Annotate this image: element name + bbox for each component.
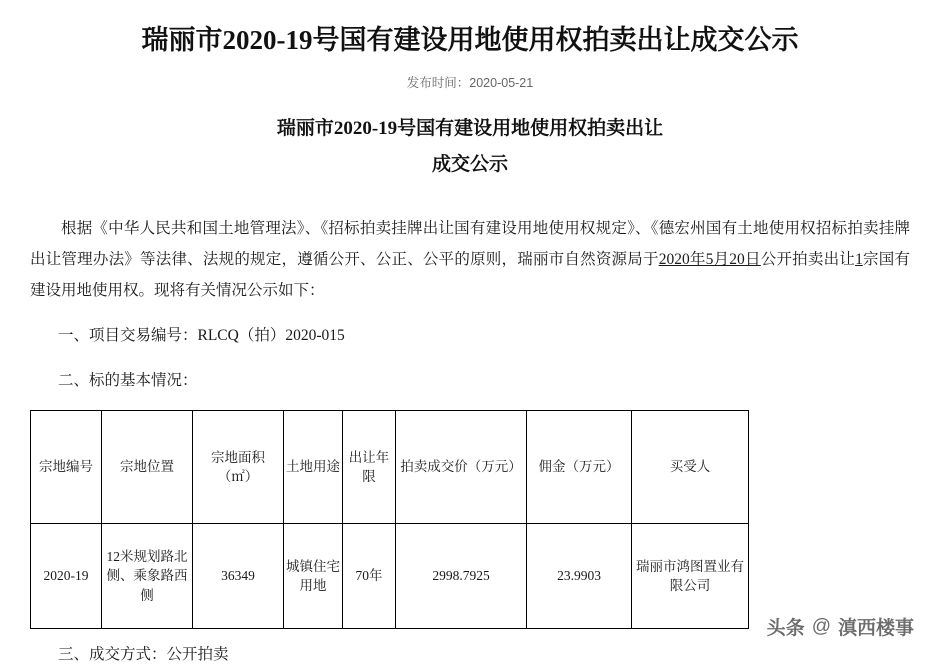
- header-location: 宗地位置: [102, 411, 193, 524]
- subtitle-line-1: 瑞丽市2020-19号国有建设用地使用权拍卖出让: [276, 118, 664, 139]
- header-buyer: 买受人: [632, 411, 749, 524]
- paragraph-part-3: 宗国有建设用地使用权。现将有关情况公示如下：: [30, 251, 910, 300]
- item-transaction-number: 一、项目交易编号：RLCQ（拍）2020-015: [58, 327, 345, 345]
- header-parcel-no: 宗地编号: [31, 411, 102, 524]
- paragraph-count: 1: [855, 251, 863, 269]
- publish-time: 发布时间：2020-05-21: [406, 76, 534, 90]
- cell-price: 2998.7925: [396, 524, 527, 629]
- page-title: 瑞丽市2020-19号国有建设用地使用权拍卖出让成交公示: [141, 25, 799, 55]
- land-parcel-table: [30, 410, 749, 629]
- watermark-brand: 头条: [766, 618, 805, 639]
- intro-paragraph: [24, 213, 916, 306]
- header-use: 土地用途: [284, 411, 343, 524]
- cell-use: 城镇住宅用地: [284, 524, 343, 629]
- cell-commission: 23.9903: [527, 524, 632, 629]
- watermark-at-icon: @: [811, 615, 831, 637]
- cell-buyer: 瑞丽市鸿图置业有限公司: [632, 524, 749, 629]
- watermark: [767, 613, 914, 640]
- document-page: [0, 18, 940, 666]
- header-price: 拍卖成交价（万元）: [396, 411, 527, 524]
- item-transaction-method: 三、成交方式：公开拍卖: [58, 646, 229, 664]
- paragraph-date: 2020年5月20日: [658, 251, 761, 269]
- document-subtitle: [24, 111, 916, 183]
- cell-parcel-no: 2020-19: [31, 524, 102, 629]
- header-area: 宗地面积（㎡）: [193, 411, 284, 524]
- table-row: [31, 524, 749, 629]
- table-header-row: [31, 411, 749, 524]
- paragraph-part-2: 公开拍卖出让: [760, 251, 856, 269]
- item-basic-info: 二、标的基本情况：: [58, 372, 198, 390]
- header-years: 出让年限: [343, 411, 396, 524]
- cell-location: 12米规划路北侧、乘象路西侧: [102, 524, 193, 629]
- watermark-account: 滇西楼事: [837, 618, 914, 639]
- cell-area: 36349: [193, 524, 284, 629]
- header-commission: 佣金（万元）: [527, 411, 632, 524]
- cell-years: 70年: [343, 524, 396, 629]
- paragraph-part-1: 根据《中华人民共和国土地管理法》、《招标拍卖挂牌出让国有建设用地使用权规定》、《德宏州国有土地使用权招标拍卖挂牌出让管理办法》等法律、法规的规定，遵循公开、公正、公平的原则，瑞丽市自然资源局于: [30, 220, 910, 269]
- subtitle-line-2: 成交公示: [431, 154, 508, 176]
